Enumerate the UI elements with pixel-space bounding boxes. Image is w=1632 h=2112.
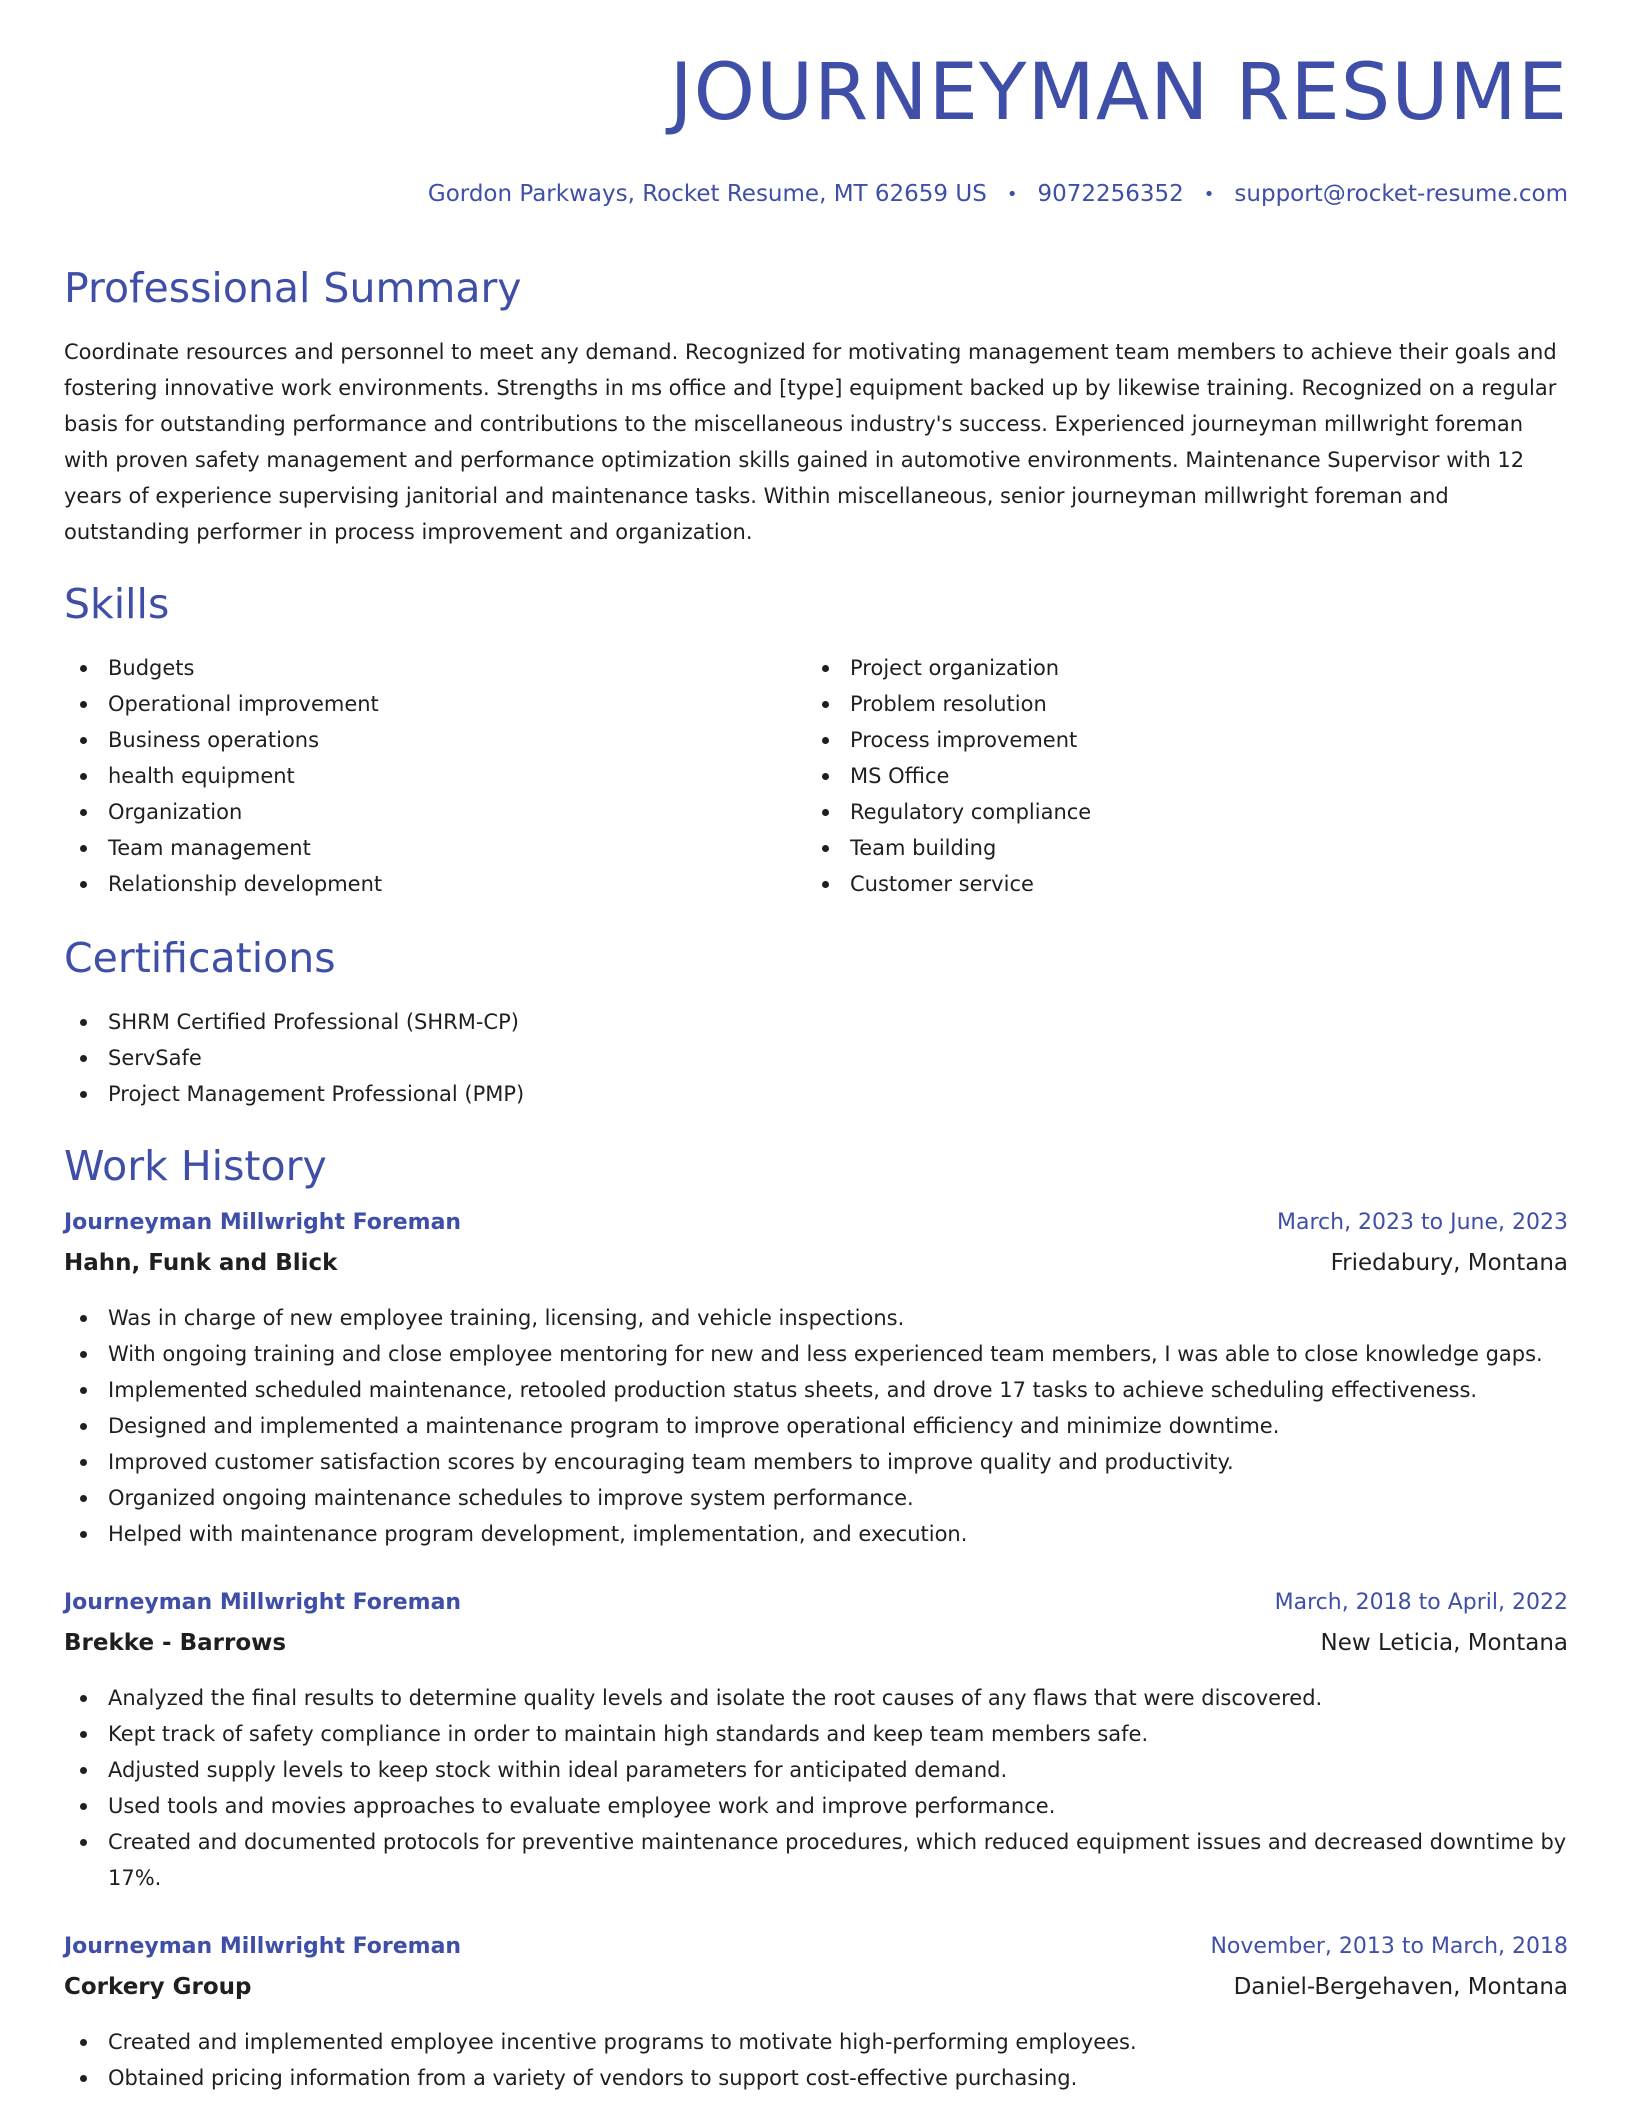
contact-separator: • [1203, 183, 1215, 205]
job-title: Journeyman Millwright Foreman [64, 1210, 462, 1235]
skill-item: MS Office [806, 758, 1506, 794]
contact-line [428, 181, 1568, 207]
contact-address: Gordon Parkways, Rocket Resume, MT 62659 US [427, 181, 987, 207]
summary-heading: Professional Summary [64, 264, 522, 312]
job-bullet: Created and implemented employee incentive programs to motivate high-performing employees. [64, 2024, 1568, 2060]
job-dates: March, 2018 to April, 2022 [1274, 1590, 1568, 1615]
skill-item: Budgets [64, 650, 764, 686]
certification-item: ServSafe [64, 1040, 1568, 1076]
certifications-heading: Certifications [64, 934, 336, 982]
skills-column-left [64, 650, 764, 902]
job-entry [64, 1934, 1568, 2096]
job-bullet: Organized ongoing maintenance schedules to improve system performance. [64, 1480, 1568, 1516]
skill-item: Regulatory compliance [806, 794, 1506, 830]
contact-email: support@rocket-resume.com [1234, 181, 1568, 207]
work-history-heading: Work History [64, 1142, 327, 1190]
certification-item: Project Management Professional (PMP) [64, 1076, 1568, 1112]
certification-item: SHRM Certified Professional (SHRM-CP) [64, 1004, 1568, 1040]
job-bullet: Was in charge of new employee training, licensing, and vehicle inspections. [64, 1300, 1568, 1336]
job-bullet: Analyzed the final results to determine quality levels and isolate the root causes of any flaws that were discovered. [64, 1680, 1568, 1716]
certifications-list [64, 1004, 1568, 1112]
job-location: Daniel-Bergehaven, Montana [1233, 1974, 1568, 2000]
job-bullet: Improved customer satisfaction scores by encouraging team members to improve quality and productivity. [64, 1444, 1568, 1480]
job-entry [64, 1210, 1568, 1552]
skill-item: Relationship development [64, 866, 764, 902]
job-company: Brekke - Barrows [64, 1630, 287, 1656]
job-bullet: Created and documented protocols for preventive maintenance procedures, which reduced equipment issues and decreased downtime by 17%. [64, 1824, 1568, 1896]
skill-item: Team building [806, 830, 1506, 866]
job-bullet: Kept track of safety compliance in order to maintain high standards and keep team members safe. [64, 1716, 1568, 1752]
job-company: Hahn, Funk and Blick [64, 1250, 338, 1276]
job-dates: March, 2023 to June, 2023 [1277, 1210, 1568, 1235]
job-dates: November, 2013 to March, 2018 [1210, 1934, 1568, 1959]
skill-item: Problem resolution [806, 686, 1506, 722]
job-title: Journeyman Millwright Foreman [64, 1590, 462, 1615]
skill-item: Organization [64, 794, 764, 830]
skill-item: Operational improvement [64, 686, 764, 722]
job-bullet: Implemented scheduled maintenance, retooled production status sheets, and drove 17 tasks to achieve scheduling effectiveness. [64, 1372, 1568, 1408]
skill-item: Team management [64, 830, 764, 866]
job-title: Journeyman Millwright Foreman [64, 1934, 462, 1959]
contact-separator: • [1006, 183, 1018, 205]
resume-title: JOURNEYMAN RESUME [669, 48, 1568, 138]
job-location: Friedabury, Montana [1330, 1250, 1568, 1276]
job-bullet: With ongoing training and close employee mentoring for new and less experienced team members, I was able to close knowledge gaps. [64, 1336, 1568, 1372]
contact-phone: 9072256352 [1037, 181, 1184, 207]
skill-item: health equipment [64, 758, 764, 794]
summary-text: Coordinate resources and personnel to meet any demand. Recognized for motivating management team members to achieve their goals and fostering innovative work environments. Strengths in ms office and [type] equipment backed up by likewise training. Recognized on a regular basis for outstanding performance and contributions to the miscellaneous industry's success. Experienced journeyman millwright foreman with proven safety management and performance optimization skills gained in automotive environments. Maintenance Supervisor with 12 years of experience supervising janitorial and maintenance tasks. Within miscellaneous, senior journeyman millwright foreman and outstanding performer in process improvement and organization. [64, 340, 1557, 544]
job-bullet: Adjusted supply levels to keep stock within ideal parameters for anticipated demand. [64, 1752, 1568, 1788]
job-location: New Leticia, Montana [1320, 1630, 1568, 1656]
skills-heading: Skills [64, 580, 170, 628]
skill-item: Project organization [806, 650, 1506, 686]
job-bullet: Helped with maintenance program development, implementation, and execution. [64, 1516, 1568, 1552]
job-company: Corkery Group [64, 1974, 252, 2000]
job-bullet: Designed and implemented a maintenance program to improve operational efficiency and minimize downtime. [64, 1408, 1568, 1444]
job-bullet: Obtained pricing information from a variety of vendors to support cost-effective purchasing. [64, 2060, 1568, 2096]
job-entry [64, 1590, 1568, 1896]
job-bullet: Used tools and movies approaches to evaluate employee work and improve performance. [64, 1788, 1568, 1824]
skill-item: Customer service [806, 866, 1506, 902]
skills-column-right [806, 650, 1506, 902]
skill-item: Business operations [64, 722, 764, 758]
skill-item: Process improvement [806, 722, 1506, 758]
